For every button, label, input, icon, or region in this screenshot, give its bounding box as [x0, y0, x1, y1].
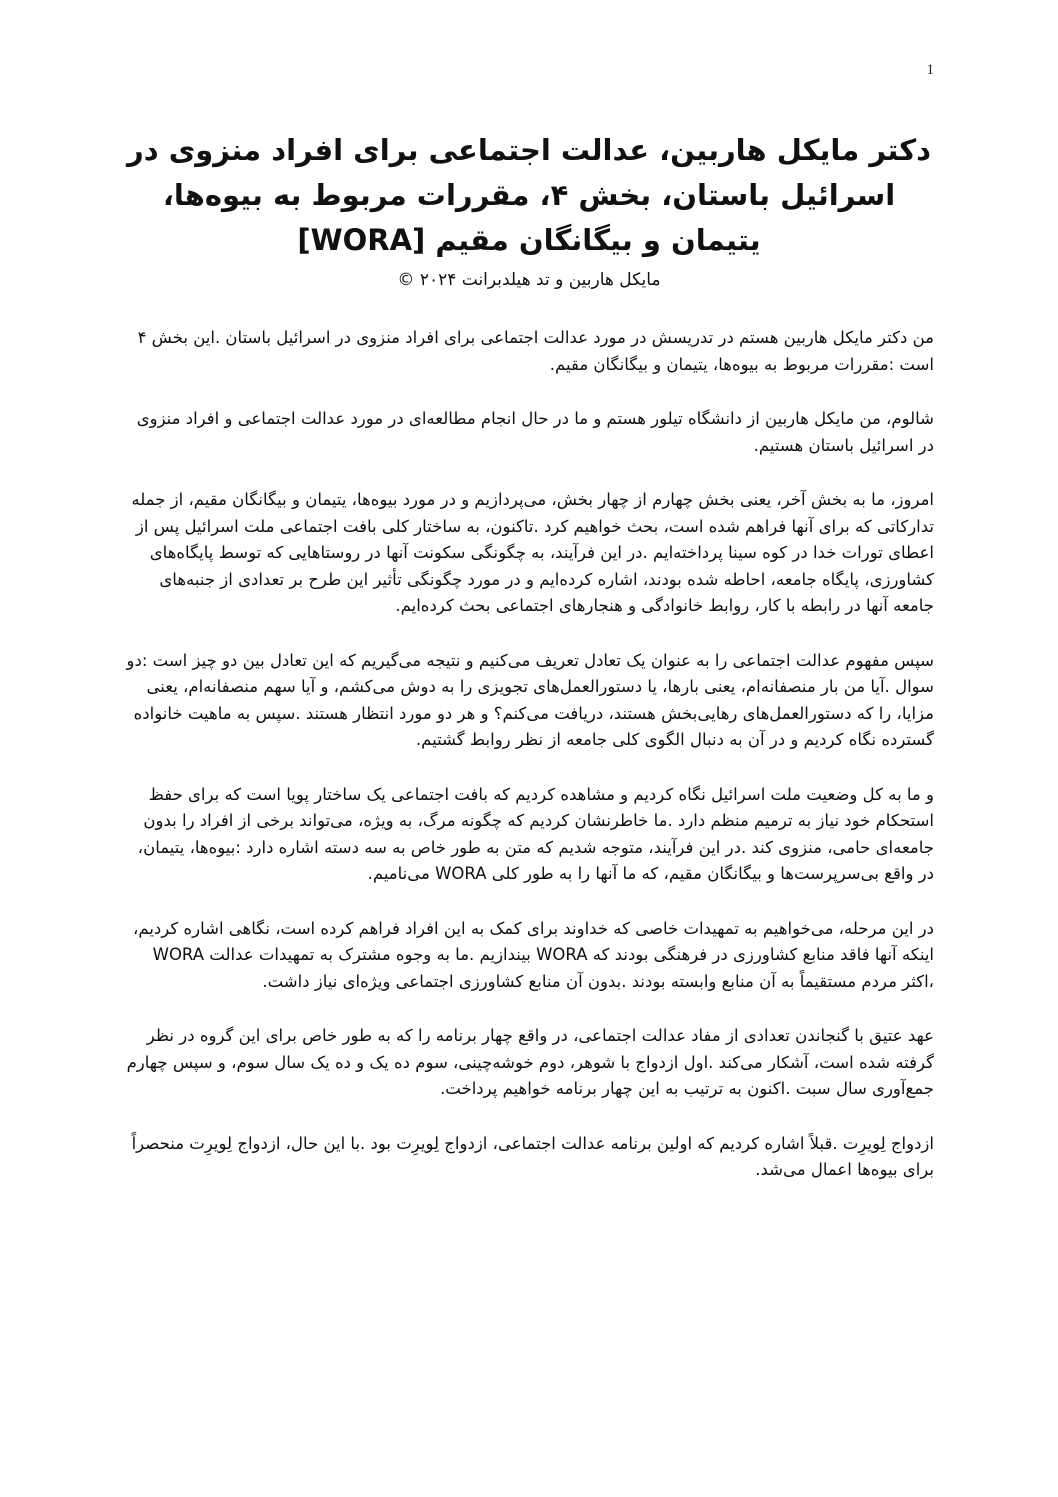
paragraph-social-justice-definition: سپس مفهوم عدالت اجتماعی را به عنوان یک تعادل تعریف می‌کنیم و نتیجه می‌گیریم که این تعادل بین دو چیز است :دو سوال .آیا من بار منصفانه‌ام، یعنی بارها، یا دستورالعمل‌های تجویزی را به دوش می‌کشم، و آیا سهم منصفانه‌ام، یعنی مزایا، را که دستورالعمل‌های رهایی‌بخش هستند، دریافت می‌کنم؟ و هر دو مورد انتظار هستند .سپس به ماهیت خانواده گسترده نگاه کردیم و در آن به دنبال الگوی کلی جامعه از نظر روابط گشتیم.	[126, 650, 934, 749]
paragraph-greeting: شالوم، من مایکل هاربین از دانشگاه تیلور هستم و ما در حال انجام مطالعه‌ای در مورد عدالت اجتماعی و افراد منزوی در اسرائیل باستان هستیم.	[136, 409, 934, 455]
document-title: دکتر مایکل هاربین، عدالت اجتماعی برای افراد منزوی در اسرائیل باستان، بخش ۴، مقررات مربوط به بیوه‌ها، یتیمان و بیگانگان مقیم [WORA]	[127, 133, 931, 257]
page-number: 1	[926, 62, 934, 78]
paragraph-levirate-marriage: ازدواج لِویرِت .قبلاً اشاره کردیم که اولین برنامه عدالت اجتماعی، ازدواج لِویرِت بود .با این حال، ازدواج لِویرِت منحصراً برای بیوه‌ها اعمال می‌شد.	[131, 1133, 934, 1179]
paragraph-provisions: در این مرحله، می‌خواهیم به تمهیدات خاصی که خداوند برای کمک به این افراد فراهم کرده است، نگاهی اشاره کردیم، اینکه آنها فاقد منابع کشاورزی در فرهنگی بودند که WORA بیندازیم .ما به وجوه مشترک به تمهیدات عدالت WORA ،اکثر مردم مستقیماً به آن منابع وابسته بودند .بدون آن منابع کشاورزی اجتماعی ویژه‌ای نیاز داشت.	[133, 918, 934, 991]
paragraph-overview: امروز، ما به بخش آخر، یعنی بخش چهارم از چهار بخش، می‌پردازیم و در مورد بیوه‌ها، یتیمان و بیگانگان مقیم، از جمله تدارکاتی که برای آنها فراهم شده است، بحث خواهیم کرد .تاکنون، به ساختار کلی بافت اجتماعی ملت اسرائیل پس از اعطای تورات خدا در کوه سینا پرداخته‌ایم .در این فرآیند، به چگونگی سکونت آنها در روستاهایی که توسط پایگاه‌های کشاورزی، پایگاه جامعه، احاطه شده بودند، اشاره کرده‌ایم و در مورد چگونگی تأثیر این طرح بر تعدادی از جنبه‌های جامعه آنها در رابطه با کار، روابط خانوادگی و هنجارهای اجتماعی بحث کرده‌ایم.	[131, 490, 934, 615]
paragraph-wora-categories: و ما به کل وضعیت ملت اسرائیل نگاه کردیم و مشاهده کردیم که بافت اجتماعی یک ساختار پویا است که برای حفظ استحکام خود نیاز به ترمیم منظم دارد .ما خاطرنشان کردیم که چگونه مرگ، به ویژه، می‌تواند برخی از افراد را بدون جامعه‌ای حامی، منزوی کند .در این فرآیند، متوجه شدیم که متن به طور خاص به سه دسته اشاره دارد :بیوه‌ها، یتیمان، در واقع بی‌سرپرست‌ها و بیگانگان مقیم، که ما آنها را به طور کلی WORA می‌نامیم.	[137, 784, 934, 883]
document-body	[124, 325, 934, 1212]
copyright-line: مایکل هاربین و تد هیلدبرانت ۲۰۲۴ ©	[397, 270, 661, 290]
paragraph-intro: من دکتر مایکل هاربین هستم در تدریسش در مورد عدالت اجتماعی برای افراد منزوی در اسرائیل باستان .این بخش ۴ است :مقررات مربوط به بیوه‌ها، یتیمان و بیگانگان مقیم.	[137, 328, 934, 374]
paragraph-four-programs: عهد عتیق با گنجاندن تعدادی از مفاد عدالت اجتماعی، در واقع چهار برنامه را که به طور خاص برای این گروه در نظر گرفته شده است، آشکار می‌کند .اول ازدواج با شوهر، دوم خوشه‌چینی، سوم ده یک و ده یک سال سوم، و سپس چهارم جمع‌آوری سال سبت .اکنون به ترتیب به این چهار برنامه خواهیم پرداخت.	[126, 1026, 934, 1098]
